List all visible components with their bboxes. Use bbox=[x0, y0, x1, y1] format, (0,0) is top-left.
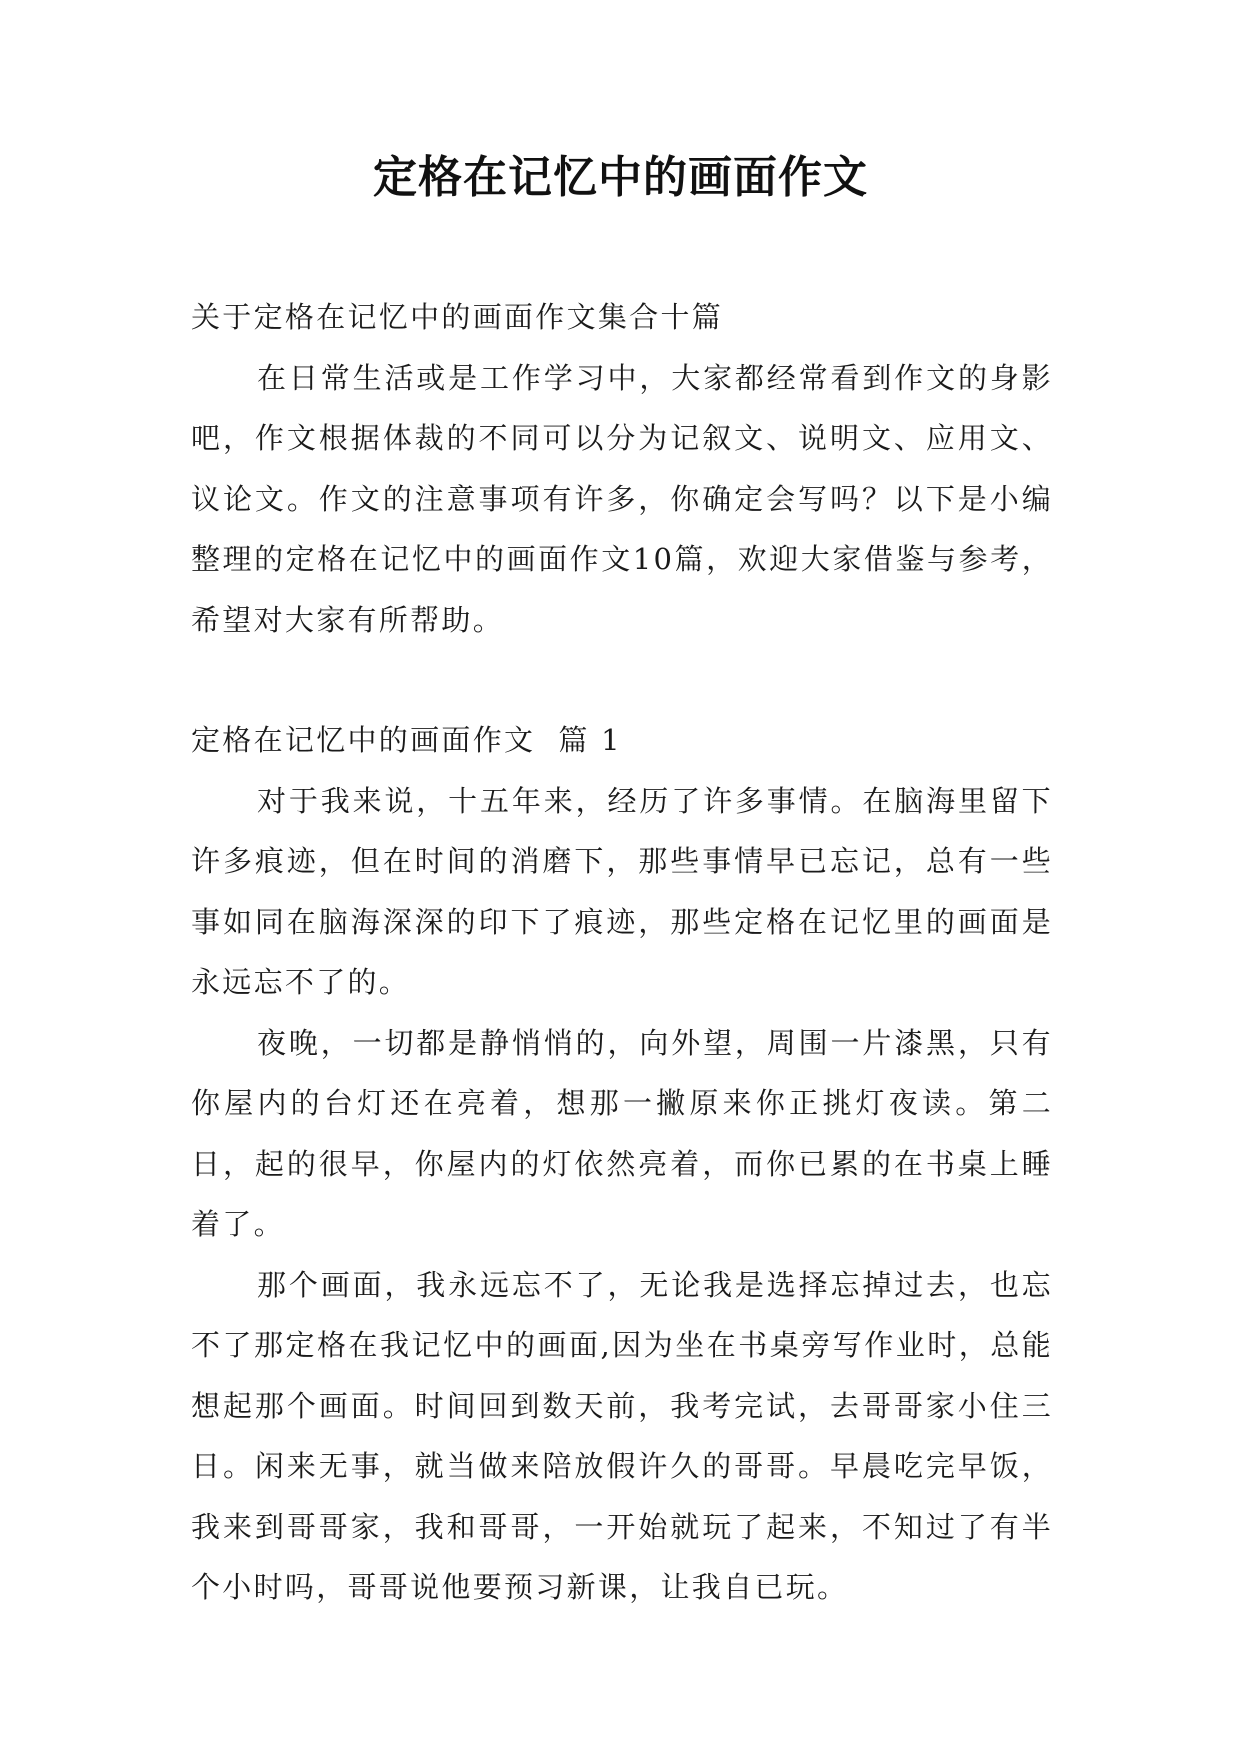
document-title: 定格在记忆中的画面作文 bbox=[373, 152, 868, 203]
document-body bbox=[191, 287, 1053, 1618]
body-paragraph-3: 那个画面，我永远忘不了，无论我是选择忘掉过去，也忘不了那定格在我记忆中的画面,因为坐在书桌旁写作业时，总能想起那个画面。时间回到数天前，我考完试，去哥哥家小住三日。闲来无事，就当做来陪放假许久的哥哥。早晨吃完早饭，我来到哥哥家，我和哥哥，一开始就玩了起来，不知过了有半个小时吗，哥哥说他要预习新课，让我自已玩。 bbox=[191, 1267, 1053, 1604]
section-heading: 定格在记忆中的画面作文 篇 1 bbox=[191, 723, 622, 757]
body-paragraph-2: 夜晚，一切都是静悄悄的，向外望，周围一片漆黑，只有你屋内的台灯还在亮着，想那一撇原来你正挑灯夜读。第二日，起的很早，你屋内的灯依然亮着，而你已累的在书桌上睡着了。 bbox=[191, 1025, 1053, 1241]
intro-paragraph: 在日常生活或是工作学习中，大家都经常看到作文的身影吧，作文根据体裁的不同可以分为记叙文、说明文、应用文、议论文。作文的注意事项有许多，你确定会写吗？以下是小编整理的定格在记忆中的画面作文10篇，欢迎大家借鉴与参考，希望对大家有所帮助。 bbox=[191, 360, 1053, 637]
body-paragraph-1: 对于我来说，十五年来，经历了许多事情。在脑海里留下许多痕迹，但在时间的消磨下，那些事情早已忘记，总有一些事如同在脑海深深的印下了痕迹，那些定格在记忆里的画面是永远忘不了的。 bbox=[191, 783, 1053, 999]
document-subtitle: 关于定格在记忆中的画面作文集合十篇 bbox=[191, 300, 724, 334]
